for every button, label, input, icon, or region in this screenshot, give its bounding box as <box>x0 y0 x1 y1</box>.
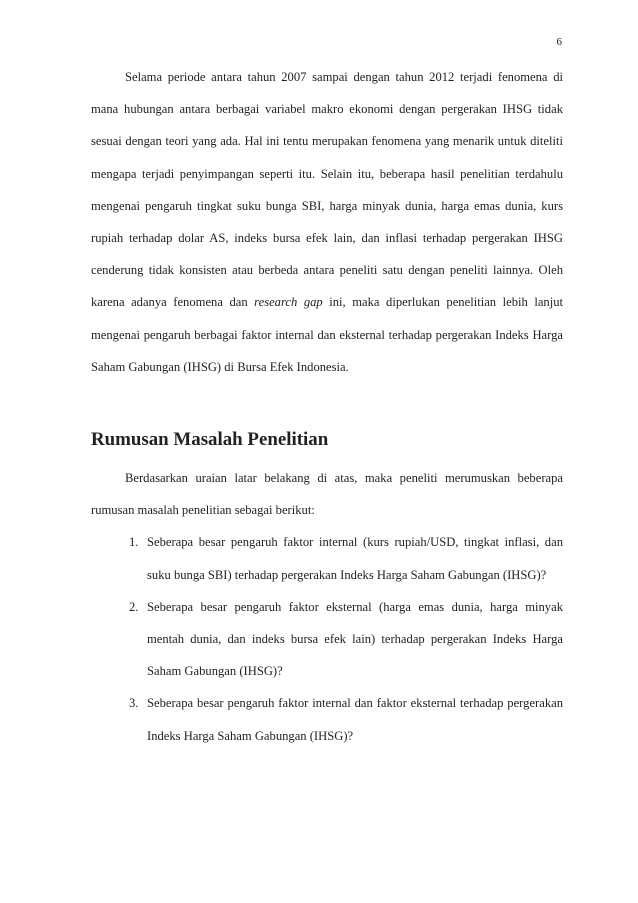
intro-text-end: ini, maka diperlukan penelitian lebih lanjut mengenai pengaruh berbagai faktor internal dan eksternal terhadap pergerakan Indeks Harga Saham Gabungan (IHSG) di Bursa Efek Indonesia. <box>91 295 563 374</box>
list-item-number: 2. <box>129 599 139 614</box>
list-item <box>91 591 563 688</box>
intro-italic-term: research gap <box>254 295 323 310</box>
section-intro-paragraph: Berdasarkan uraian latar belakang di atas, maka peneliti merumuskan beberapa rumusan masalah penelitian sebagai berikut: <box>91 471 563 518</box>
list-item <box>91 526 563 590</box>
list-item-number: 3. <box>129 696 139 711</box>
page-number: 6 <box>556 36 562 48</box>
list-item <box>91 687 563 751</box>
list-item-text: Seberapa besar pengaruh faktor internal dan faktor eksternal terhadap pergerakan Indeks Harga Saham Gabungan (IHSG)? <box>147 696 563 743</box>
research-questions-list <box>91 526 563 751</box>
list-item-text: Seberapa besar pengaruh faktor internal (kurs rupiah/USD, tingkat inflasi, dan suku bunga SBI) terhadap pergerakan Indeks Harga Saham Gabungan (IHSG)? <box>147 535 563 582</box>
section-heading: Rumusan Masalah Penelitian <box>91 429 329 451</box>
list-item-number: 1. <box>129 535 139 550</box>
intro-text-start: Selama periode antara tahun 2007 sampai dengan tahun 2012 terjadi fenomena di mana hubungan antara berbagai variabel makro ekonomi dengan pergerakan IHSG tidak sesuai dengan teori yang ada. Hal ini tentu merupakan fenomena yang menarik untuk diteliti mengapa terjadi penyimpangan seperti itu. Selain itu, beberapa hasil penelitian terdahulu mengenai pengaruh tingkat suku bunga SBI, harga minyak dunia, harga emas dunia, kurs rupiah terhadap dolar AS, indeks bursa efek lain, dan inflasi terhadap pergerakan IHSG cenderung tidak konsisten atau berbeda antara peneliti satu dengan peneliti lainnya. Oleh karena adanya fenomena dan <box>91 70 563 310</box>
document-body <box>91 61 563 752</box>
intro-paragraph <box>91 61 563 383</box>
list-item-text: Seberapa besar pengaruh faktor eksternal (harga emas dunia, harga minyak mentah dunia, dan indeks bursa efek lain) terhadap pergerakan Indeks Harga Saham Gabungan (IHSG)? <box>147 599 563 679</box>
